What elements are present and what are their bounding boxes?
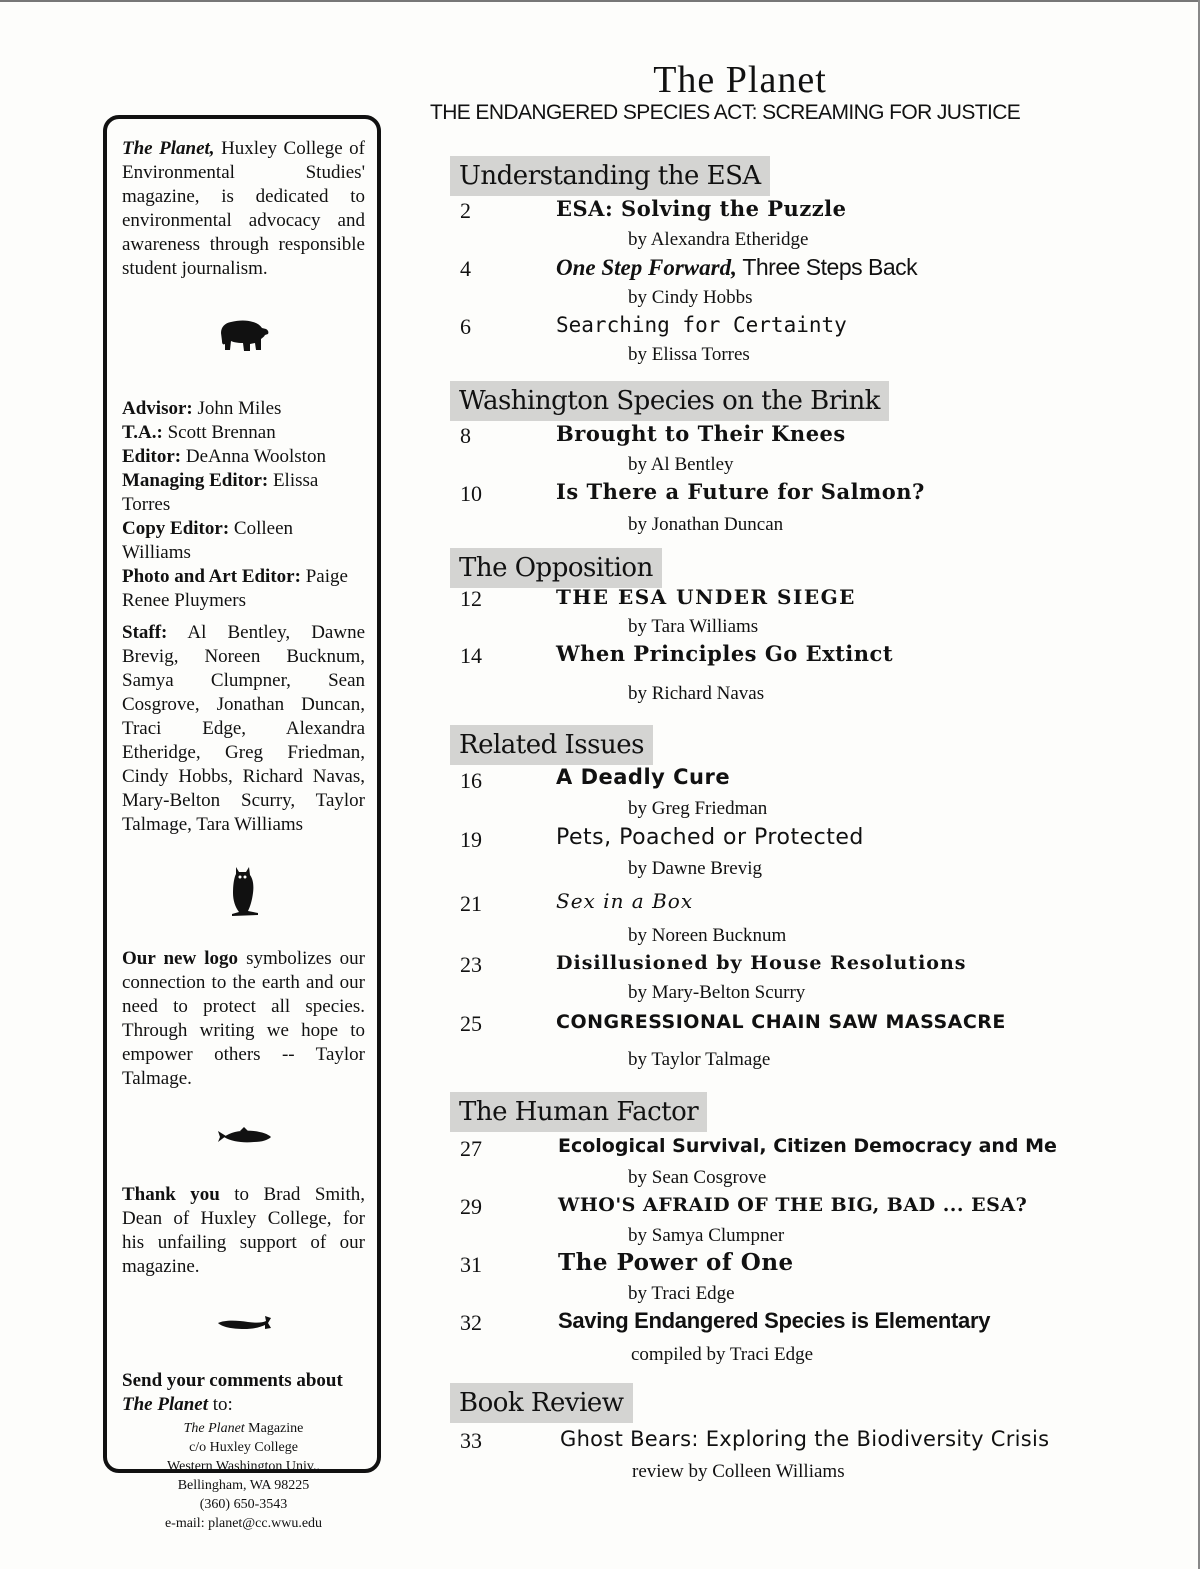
toc-page-number: 2 [460,198,471,223]
toc-byline: by Samya Clumpner [628,1225,785,1246]
toc-article-title[interactable]: Disillusioned by House Resolutions [556,952,967,974]
toc-byline: by Tara Williams [628,616,759,637]
toc-byline: by Dawne Brevig [628,858,763,879]
toc-byline: by Greg Friedman [628,798,768,819]
toc-page-number: 27 [460,1136,482,1161]
logo-note: Our new logo symbolizes our connection to the earth and our need to protect all species. Through writing we hope to empower others -- Taylor Talmage. [122,948,365,1089]
toc-article-title[interactable]: Ecological Survival, Citizen Democracy and Me [558,1135,1057,1157]
toc-article-title[interactable]: CONGRESSIONAL CHAIN SAW MASSACRE [556,1011,1006,1033]
toc-article-title[interactable]: A Deadly Cure [556,765,731,789]
credit-copy-editor: Copy Editor: Colleen Williams [122,518,294,563]
toc-byline: by Sean Cosgrove [628,1167,767,1188]
toc-byline: by Al Bentley [628,454,734,475]
toc-article-title[interactable]: When Principles Go Extinct [556,641,894,666]
toc-page-number: 10 [460,481,482,506]
address-line-4: Bellingham, WA 98225 [177,1478,310,1493]
toc-article-title[interactable]: WHO'S AFRAID OF THE BIG, BAD ... ESA? [558,1194,1028,1216]
section-header: Washington Species on the Brink [450,381,889,421]
toc-page-number: 25 [460,1011,482,1036]
toc-byline: by Cindy Hobbs [628,287,753,308]
bear-icon [122,281,365,391]
toc-byline: compiled by Traci Edge [631,1344,814,1365]
toc-article-title[interactable]: Pets, Poached or Protected [556,825,864,850]
toc-page-number: 12 [460,586,482,611]
thanks-note: Thank you to Brad Smith, Dean of Huxley College, for his unfailing support of our magazine. [122,1184,365,1277]
toc-page-number: 23 [460,952,482,977]
address-line-1: The Planet Magazine [183,1421,304,1436]
sidebar-box [103,115,381,1531]
toc-byline: by Taylor Talmage [628,1049,771,1070]
toc-byline: by Noreen Bucknum [628,925,787,946]
toc-page-number: 31 [460,1252,482,1277]
toc-article-title[interactable]: THE ESA UNDER SIEGE [556,585,856,609]
section-header: Understanding the ESA [450,156,770,196]
address-line-3: Western Washington Univ., [167,1459,320,1474]
toc-byline: by Mary-Belton Scurry [628,982,806,1003]
address-line-2: c/o Huxley College [189,1440,298,1455]
toc-page-number: 33 [460,1428,482,1453]
fish-icon [122,1091,365,1183]
toc-article-title[interactable]: Sex in a Box [556,889,694,913]
toc-page-number: 32 [460,1310,482,1335]
toc-page-number: 14 [460,643,482,668]
toc-page-number: 29 [460,1194,482,1219]
toc-article-title[interactable]: Brought to Their Knees [556,421,846,446]
toc-byline: by Richard Navas [628,683,765,704]
owl-icon [122,837,365,947]
toc-article-title[interactable]: Ghost Bears: Exploring the Biodiversity Crisis [560,1427,1050,1451]
toc-byline: by Alexandra Etheridge [628,229,809,250]
toc-byline: review by Colleen Williams [632,1461,845,1482]
toc-page-number: 6 [460,314,471,339]
toc-page-number: 8 [460,423,471,448]
toc-article-title[interactable]: Searching for Certainty [556,313,847,337]
toc-article-title[interactable]: Saving Endangered Species is Elementary [558,1308,991,1333]
section-header: The Opposition [450,548,662,588]
credit-managing-editor: Managing Editor: Elissa Torres [122,470,319,515]
sidebar-intro [122,137,365,281]
section-header: Book Review [450,1383,633,1423]
intro-mag-name: The Planet, [122,138,215,159]
staff-list: Staff: Al Bentley, Dawne Brevig, Noreen Bucknum, Samya Clumpner, Sean Cosgrove, Jonathan Duncan, Traci Edge, Alexandra Etheridge, Greg Friedman, Cindy Hobbs, Richard Navas, Mary-Belton Scurry, Taylor Talmage, Tara Williams [122,622,365,835]
toc-page-number: 16 [460,768,482,793]
staff-credits [122,397,365,837]
toc-article-title[interactable]: ESA: Solving the Puzzle [556,196,847,221]
email-address: e-mail: planet@cc.wwu.edu [164,1516,323,1531]
whale-icon [122,1279,365,1369]
intro-text: Huxley College of Environmental Studies' magazine, is dedicated to environmental advocacy and awareness through responsible student journalism. [122,138,365,279]
page-title: The Planet [653,59,827,101]
section-header: Related Issues [450,725,653,765]
credit-ta: T.A.: Scott Brennan [122,422,276,443]
toc-page-number: 21 [460,891,482,916]
phone-number: (360) 650-3543 [199,1497,288,1512]
top-border [0,0,1200,2]
issue-subtitle: THE ENDANGERED SPECIES ACT: SCREAMING FOR JUSTICE [430,101,1021,124]
section-header: The Human Factor [450,1092,707,1132]
toc-byline: by Traci Edge [628,1283,735,1304]
toc-article-title[interactable]: The Power of One [558,1249,794,1276]
toc-page-number: 19 [460,827,482,852]
toc-byline: by Jonathan Duncan [628,514,784,535]
credit-editor: Editor: DeAnna Woolston [122,446,326,467]
mailing-address [122,1419,365,1533]
toc-page-number: 4 [460,256,471,281]
toc-byline: by Elissa Torres [628,344,750,365]
toc-article-title[interactable]: Is There a Future for Salmon? [556,479,925,504]
credit-photo-art-editor: Photo and Art Editor: Paige Renee Pluymers [122,566,348,611]
credit-advisor: Advisor: John Miles [122,398,282,419]
toc-article-title[interactable]: One Step Forward, Three Steps Back [556,254,918,280]
send-comments: Send your comments about The Planet to: [122,1370,343,1415]
